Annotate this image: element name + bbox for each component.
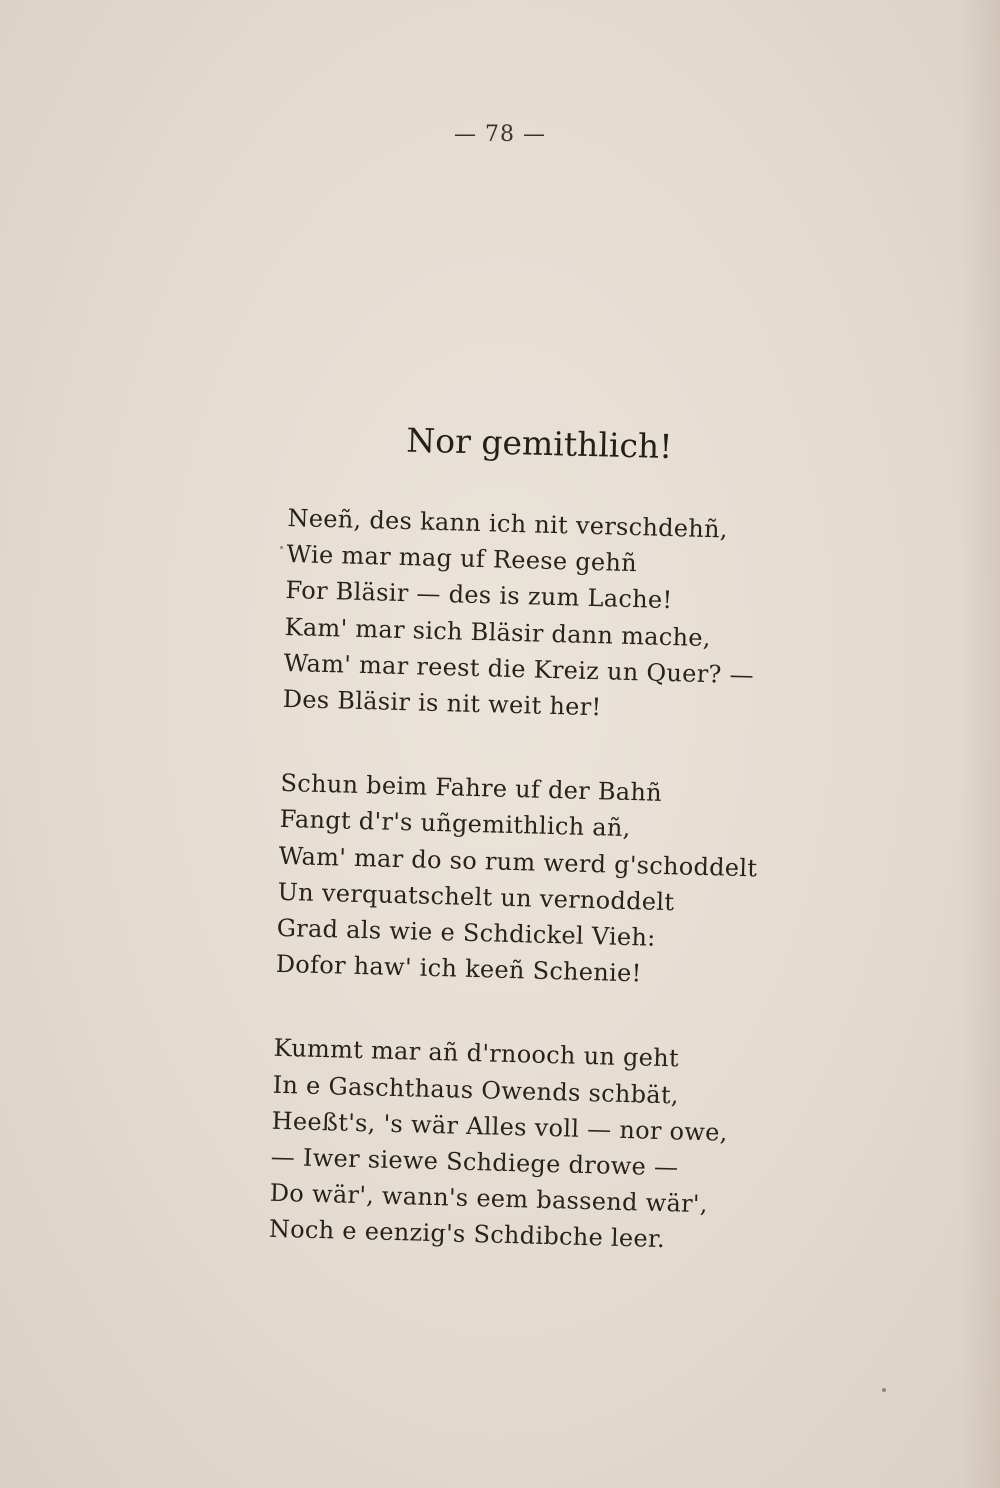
- poem-line: — Iwer siewe Schdiege drowe —: [270, 1142, 679, 1182]
- poem-line: For Bläsir — des is zum Lache!: [285, 576, 673, 615]
- poem-line: Do wär', wann's eem bassend wär',: [269, 1179, 709, 1219]
- poem-line: Grad als wie e Schdickel Vieh:: [276, 913, 657, 952]
- poem-line: Wie mar mag uf Reese gehñ: [286, 540, 638, 578]
- poem-line: Kummt mar añ d'rnooch un geht: [273, 1034, 680, 1073]
- poem-line: Wam' mar reest die Kreiz un Quer? —: [283, 648, 755, 690]
- poem-line: Heeßt's, 's wär Alles voll — nor owe,: [271, 1106, 729, 1147]
- poem-line: Wam' mar do so rum werd g'schoddelt: [278, 841, 758, 883]
- poem-line: Fangt d'r's uñgemithlich añ,: [279, 805, 631, 843]
- poem-line: Kam' mar sich Bläsir dann mache,: [284, 612, 712, 652]
- poem-line: Noch e eenzig's Schdibche leer.: [268, 1215, 666, 1254]
- paper-speck: [882, 1388, 886, 1392]
- page-number: — 78 —: [454, 122, 546, 147]
- stanza-2: [275, 765, 840, 997]
- poem-line: Schun beim Fahre uf der Bahñ: [280, 769, 663, 808]
- page-edge-shadow: [960, 0, 1000, 1488]
- poem-line: Dofor haw' ich keeñ Schenie!: [275, 950, 642, 988]
- paper-speck: [280, 546, 283, 549]
- poem-line: In e Gaschthaus Owends schbät,: [272, 1070, 680, 1110]
- poem-line: Neeñ, des kann ich nit verschdehñ,: [287, 503, 729, 544]
- poem-title: Nor gemithlich!: [405, 420, 673, 467]
- stanza-3: [268, 1030, 833, 1262]
- poem-line: Un verquatschelt un vernoddelt: [277, 877, 675, 917]
- stanza-1: [282, 500, 847, 732]
- poem-line: Des Bläsir is nit weit her!: [282, 684, 602, 722]
- poem-body: [267, 500, 848, 1310]
